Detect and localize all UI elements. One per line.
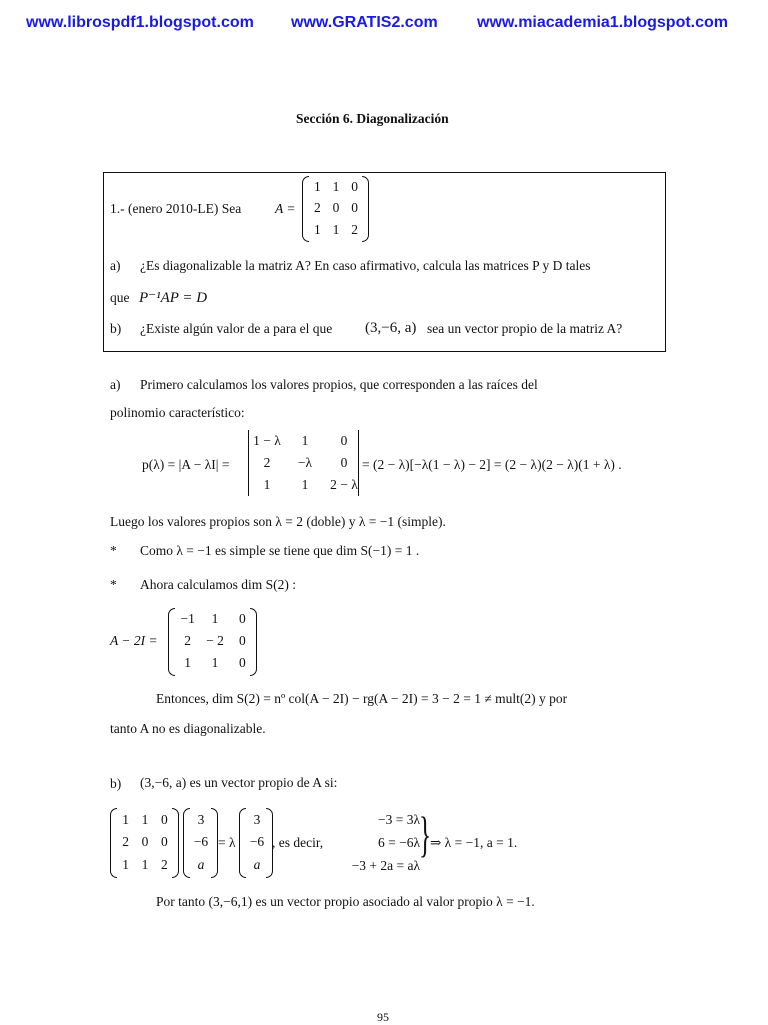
det-cell: 2 − λ xyxy=(330,477,358,493)
matrix-cell: 2 xyxy=(351,221,359,237)
problem-a-text2: que xyxy=(110,290,130,305)
matrix-cell: 0 xyxy=(238,633,246,649)
matrix-cell: 0 xyxy=(238,655,246,671)
system-implies: ⇒ λ = −1, a = 1. xyxy=(430,835,518,850)
b-matrix xyxy=(116,808,174,876)
problem-b-vector: (3,−6, a) xyxy=(365,320,417,336)
link-librospdf[interactable]: www.librospdf1.blogspot.com xyxy=(26,14,254,31)
bullet-1-text: Como λ = −1 es simple se tiene que dim S(−1) = 1 . xyxy=(140,543,420,558)
matrix-cell: 1 xyxy=(122,856,130,872)
matrix-A-2I-right-paren xyxy=(250,608,257,676)
det-cell: 0 xyxy=(340,433,348,449)
link-gratis2[interactable]: www.GRATIS2.com xyxy=(291,14,438,31)
matrix-cell: 0 xyxy=(332,200,340,216)
matrix-cell: 1 xyxy=(313,178,321,194)
det-cell: −λ xyxy=(297,455,313,471)
sol-a-line2: polinomio característico: xyxy=(110,405,245,420)
vec1-right-paren xyxy=(211,808,218,878)
matrix-cell: 1 xyxy=(313,221,321,237)
matrix-cell: 1 xyxy=(141,811,149,827)
matrix-cell: 1 xyxy=(332,178,340,194)
section-title: Sección 6. Diagonalización xyxy=(296,111,449,126)
matrix-cell: 0 xyxy=(141,834,149,850)
bmat-right-paren xyxy=(172,808,179,878)
es-decir: , es decir, xyxy=(272,835,324,850)
sol-b-label: b) xyxy=(110,776,122,791)
problem-a-label: a) xyxy=(110,258,121,273)
matrix-A-right-paren xyxy=(362,176,369,242)
matrix-cell: 0 xyxy=(160,834,168,850)
det-cell: 1 xyxy=(301,433,309,449)
problem-intro: 1.- (enero 2010-LE) Sea xyxy=(110,201,242,216)
problem-a-text: ¿Es diagonalizable la matriz A? En caso afirmativo, calcula las matrices P y D tales xyxy=(140,258,591,273)
matrix-A-2I xyxy=(174,608,256,674)
bullet-2-marker: * xyxy=(110,577,117,592)
vector-cell: −6 xyxy=(249,834,265,850)
matrix-A xyxy=(308,176,364,240)
conclusion-line: Por tanto (3,−6,1) es un vector propio asociado al valor propio λ = −1. xyxy=(156,894,535,909)
matrix-cell: 0 xyxy=(351,200,359,216)
det-cell: 1 xyxy=(301,477,309,493)
system-eq-2: 6 = −6λ xyxy=(377,835,420,850)
vector-cell: 3 xyxy=(253,811,261,827)
vector-cell: a xyxy=(253,856,261,872)
sol-a-line1: Primero calculamos los valores propios, que corresponden a las raíces del xyxy=(140,377,538,392)
matrix-cell: 2 xyxy=(313,200,321,216)
matrix-name: A = xyxy=(275,201,296,216)
bullet-2-text: Ahora calculamos dim S(2) : xyxy=(140,577,296,592)
matrix-A-2I-lhs: A − 2I = xyxy=(110,633,158,648)
problem-b-text1: ¿Existe algún valor de a para el que xyxy=(140,321,333,336)
matrix-cell: 2 xyxy=(184,633,192,649)
poly-lhs: p(λ) = |A − λI| = xyxy=(142,457,230,472)
matrix-cell: 1 xyxy=(184,655,192,671)
vector-1 xyxy=(189,808,213,876)
det-cell: 1 xyxy=(263,477,271,493)
system-eq-3: −3 + 2a = aλ xyxy=(351,858,420,873)
matrix-cell: 1 xyxy=(122,811,130,827)
sol-a-label: a) xyxy=(110,377,121,392)
matrix-cell: 0 xyxy=(238,611,246,627)
problem-b-label: b) xyxy=(110,321,122,336)
then-line-2: tanto A no es diagonalizable. xyxy=(110,721,266,736)
bullet-1-marker: * xyxy=(110,543,117,558)
eigen-values-line: Luego los valores propios son λ = 2 (doble) y λ = −1 (simple). xyxy=(110,514,446,529)
vector-cell: a xyxy=(197,856,205,872)
system-brace: } xyxy=(419,806,431,862)
vector-cell: 3 xyxy=(197,811,205,827)
matrix-cell: −1 xyxy=(180,611,195,627)
matrix-cell: 1 xyxy=(141,856,149,872)
matrix-cell: 1 xyxy=(211,611,219,627)
matrix-cell: − 2 xyxy=(206,633,224,649)
system-eq-1: −3 = 3λ xyxy=(377,812,420,827)
matrix-cell: 0 xyxy=(351,178,359,194)
lambda-equals: = λ xyxy=(218,835,236,850)
det-cell: 1 − λ xyxy=(253,433,281,449)
then-line: Entonces, dim S(2) = nº col(A − 2I) − rg(A − 2I) = 3 − 2 = 1 ≠ mult(2) y por xyxy=(156,691,568,706)
vector-cell: −6 xyxy=(193,834,209,850)
det-cell: 2 xyxy=(263,455,271,471)
page-number: 95 xyxy=(377,1010,389,1024)
det-right-bar xyxy=(358,430,359,496)
matrix-cell: 2 xyxy=(160,856,168,872)
link-miacademia[interactable]: www.miacademia1.blogspot.com xyxy=(477,14,729,31)
matrix-cell: 0 xyxy=(160,811,168,827)
problem-b-text2: sea un vector propio de la matriz A? xyxy=(427,321,623,336)
matrix-cell: 1 xyxy=(332,221,340,237)
det-cell: 0 xyxy=(340,455,348,471)
matrix-cell: 1 xyxy=(211,655,219,671)
sol-b-line: (3,−6, a) es un vector propio de A si: xyxy=(140,775,338,790)
matrix-cell: 2 xyxy=(122,834,130,850)
problem-a-equation: P⁻¹AP = D xyxy=(139,290,208,306)
poly-rhs: = (2 − λ)[−λ(1 − λ) − 2] = (2 − λ)(2 − λ)(1 + λ) . xyxy=(362,457,622,472)
det-left-bar xyxy=(248,430,249,496)
characteristic-determinant xyxy=(251,430,361,496)
